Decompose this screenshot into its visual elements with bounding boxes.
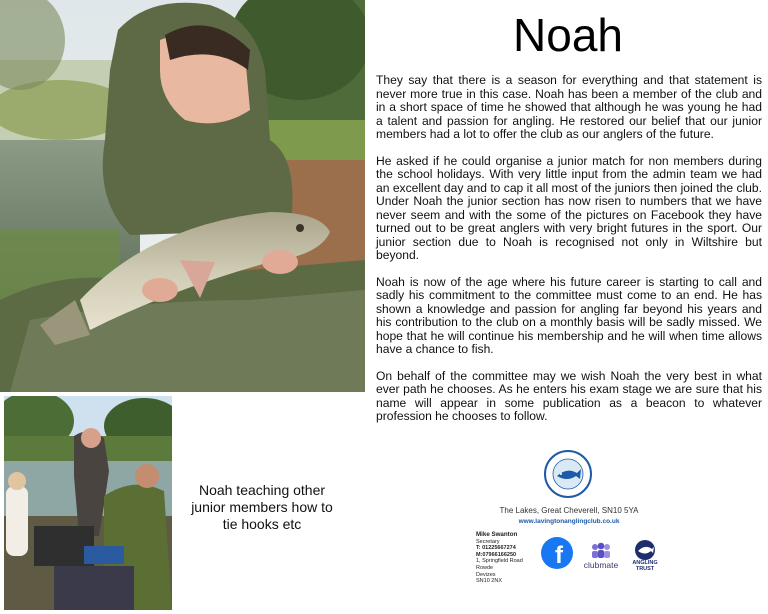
contact-phone-m: M:07966166250 (476, 551, 517, 558)
facebook-icon[interactable] (541, 537, 573, 569)
club-logo (543, 449, 593, 499)
facebook-glyph: f (555, 542, 563, 569)
contact-role: Secretary (476, 538, 500, 545)
small-photo (4, 396, 172, 610)
angling-trust-line1: ANGLING (632, 560, 658, 566)
club-address: The Lakes, Great Cheverell, SN10 5YA (499, 506, 639, 515)
angling-trust-label (625, 560, 665, 572)
paragraph-2: He asked if he could organise a junior match for non members during the school holidays. With very little input from the admin team we had an excellent day and to cap it all most of the juniors then joined the club. Under Noah the junior section has now risen to numbers that we have never seem and with the some of the pictures on Facebook they have turned out to be great anglers with very bright futures in the sport. Our junior section due to Noah is recognised not only in Wiltshire but beyond. (376, 153, 762, 262)
paragraph-4: On behalf of the committee may we wish Noah the very best in what ever path he chooses. As he enters his exam stage we are sure that his name will appear in some publication as a beacon to whatever profession he chooses to follow. (376, 368, 762, 423)
main-photo (0, 0, 365, 392)
page-title: Noah (513, 9, 623, 61)
angling-trust-line2: TRUST (635, 566, 655, 572)
contact-address-1: 1, Springfield Road (476, 558, 523, 565)
article-body (376, 74, 762, 437)
contact-phone-t: T: 01225667274 (476, 545, 516, 552)
contact-address-4: SN10 2NX (476, 578, 502, 585)
clubmate-label: clubmate (583, 560, 619, 570)
contact-block (476, 532, 538, 585)
paragraph-1: They say that there is a season for everything and that statement is never more true in this case. Noah has been a member of the club and in a short space of time he showed that although he was young he had a talent and passion for angling. He restored our belief that our junior members had a lot to offer the club as our anglers of the future. (376, 73, 762, 141)
club-logo-icon (543, 449, 593, 499)
angling-trust-icon[interactable] (632, 539, 658, 561)
photo-caption: Noah teaching other junior members how to tie hooks etc (191, 482, 333, 532)
photo-noah-with-fish (0, 0, 365, 392)
paragraph-3: Noah is now of the age where his future career is starting to call and sadly his commitment to the committee must come to an end. He has shown a knowledge and passion for angling far beyond his years and his contribution to the club on a monthly basis will be sadly missed. We hope that he will continue his membership and he will when time allows have a chance to fish. (376, 274, 762, 356)
photo-junior-members (4, 396, 172, 610)
club-website-link[interactable]: www.lavingtonanglingclub.co.uk (518, 518, 620, 525)
contact-address-2: Rowde (476, 564, 494, 571)
contact-name: Mike Swanton (476, 531, 518, 538)
contact-address-3: Devizes (476, 571, 496, 578)
